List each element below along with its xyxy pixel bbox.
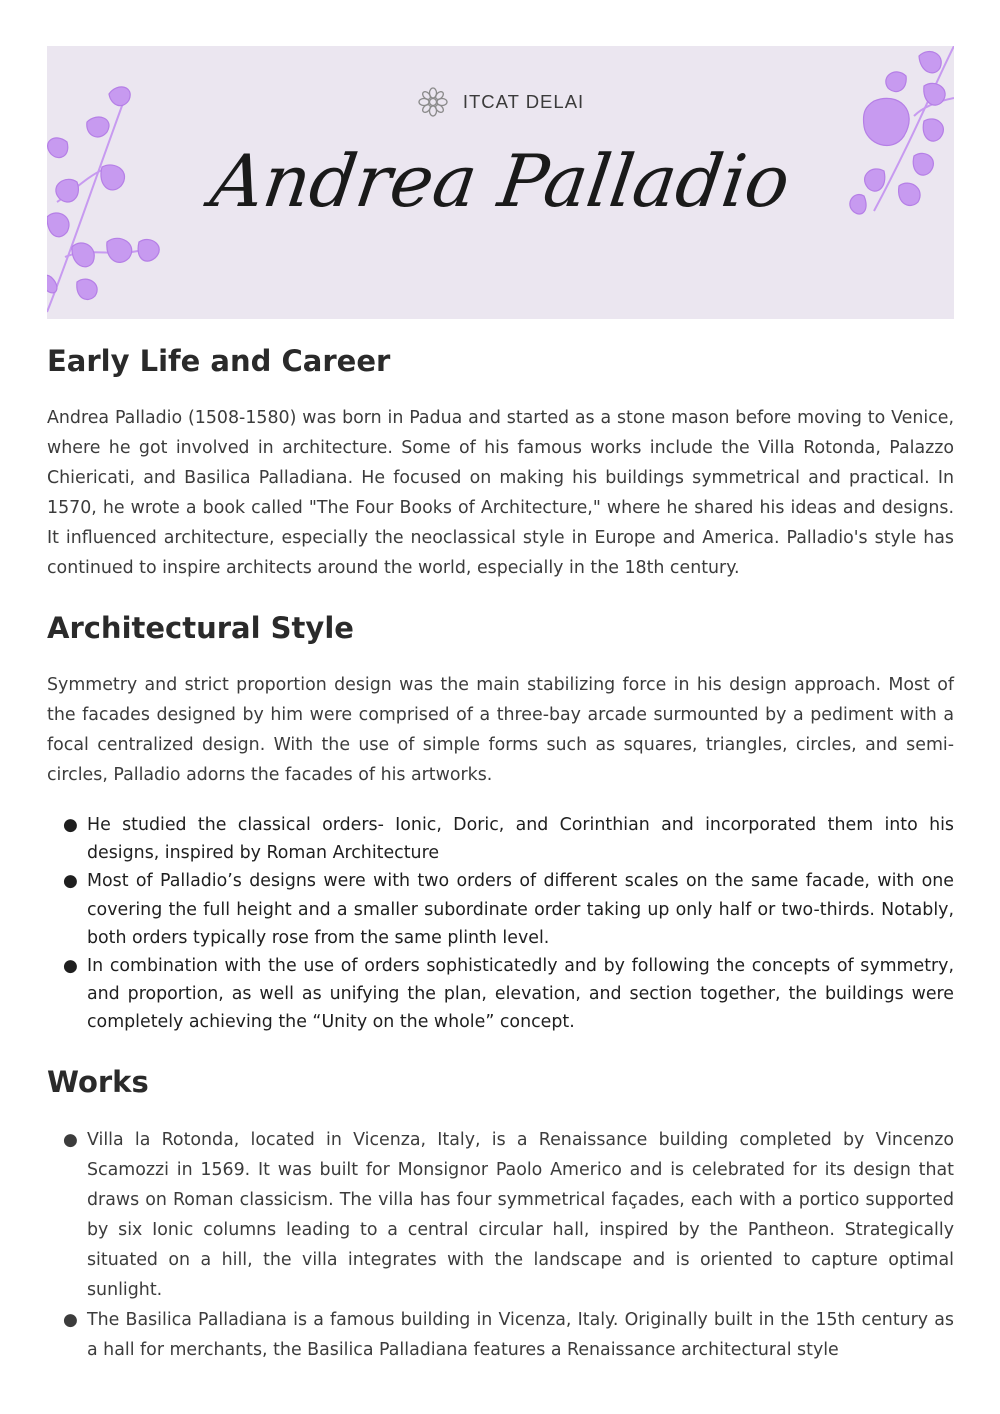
list-item [47, 811, 954, 867]
paragraph-architectural-style: Symmetry and strict proportion design was the main stabilizing force in his design approach. Most of the facades designed by him were comprised of a three-bay arcade surmounted by a pediment with a focal centralized design. With the use of simple forms such as squares, triangles, circles, and semi-circles, Palladio adorns the facades of his artworks. [47, 674, 954, 785]
list-item [47, 1125, 954, 1306]
list-item-text: Villa la Rotonda, located in Vicenza, Italy, is a Renaissance building completed by Vincenzo Scamozzi in 1569. It was built for Monsignor Paolo Americo and is celebrated for its design that draws on Roman classicism. The villa has four symmetrical façades, each with a portico supported by six Ionic columns leading to a central circular hall, inspired by the Pantheon. Strategically situated on a hill, the villa integrates with the landscape and is oriented to capture optimal sunlight. [87, 1129, 954, 1301]
works-bullet-list [47, 1125, 954, 1366]
list-item [47, 867, 954, 952]
document-body [47, 336, 954, 1365]
list-item-text: Most of Palladio’s designs were with two orders of different scales on the same facade, with one covering the full height and a smaller subordinate order taking up only half or two-thirds. Notably, both orders typically rose from the same plinth level. [87, 871, 954, 948]
list-item-text: He studied the classical orders- Ionic, Doric, and Corinthian and incorporated them into his designs, inspired by Roman Architecture [87, 814, 954, 864]
header-banner [47, 46, 954, 319]
bullet-icon: ● [63, 1310, 78, 1331]
paragraph-early-life: Andrea Palladio (1508-1580) was born in Padua and started as a stone mason before moving to Venice, where he got involved in architecture. Some of his famous works include the Villa Rotonda, Palazzo Chiericati, and Basilica Palladiana. He focused on making his buildings symmetrical and practical. In 1570, he wrote a book called "The Four Books of Architecture," where he shared his ideas and designs. It influenced architecture, especially the neoclassical style in Europe and America. Palladio's style has continued to inspire architects around the world, especially in the 18th century. [47, 408, 954, 579]
list-item [47, 952, 954, 1037]
bullet-icon: ● [63, 1129, 78, 1150]
list-item [47, 1305, 954, 1365]
page-title: Andrea Palladio [206, 139, 795, 223]
list-item-text: The Basilica Palladiana is a famous building in Vicenza, Italy. Originally built in the 15th century as a hall for merchants, the Basilica Palladiana features a Renaissance architectural style [87, 1310, 954, 1361]
list-item-text: In combination with the use of orders sophisticatedly and by following the concepts of symmetry, and proportion, as well as unifying the plan, elevation, and section together, the buildings were completely achieving the “Unity on the whole” concept. [87, 955, 954, 1033]
brand-name: ITCAT DELAI [462, 91, 585, 112]
heading-works: Works [47, 1064, 149, 1099]
brand-header [47, 86, 954, 118]
style-bullet-list [47, 811, 954, 1037]
heading-early-life: Early Life and Career [47, 344, 391, 378]
bullet-icon: ● [63, 955, 78, 976]
bullet-icon: ● [63, 871, 78, 892]
flower-icon [417, 86, 449, 118]
heading-architectural-style: Architectural Style [47, 610, 354, 645]
bullet-icon: ● [63, 814, 78, 835]
